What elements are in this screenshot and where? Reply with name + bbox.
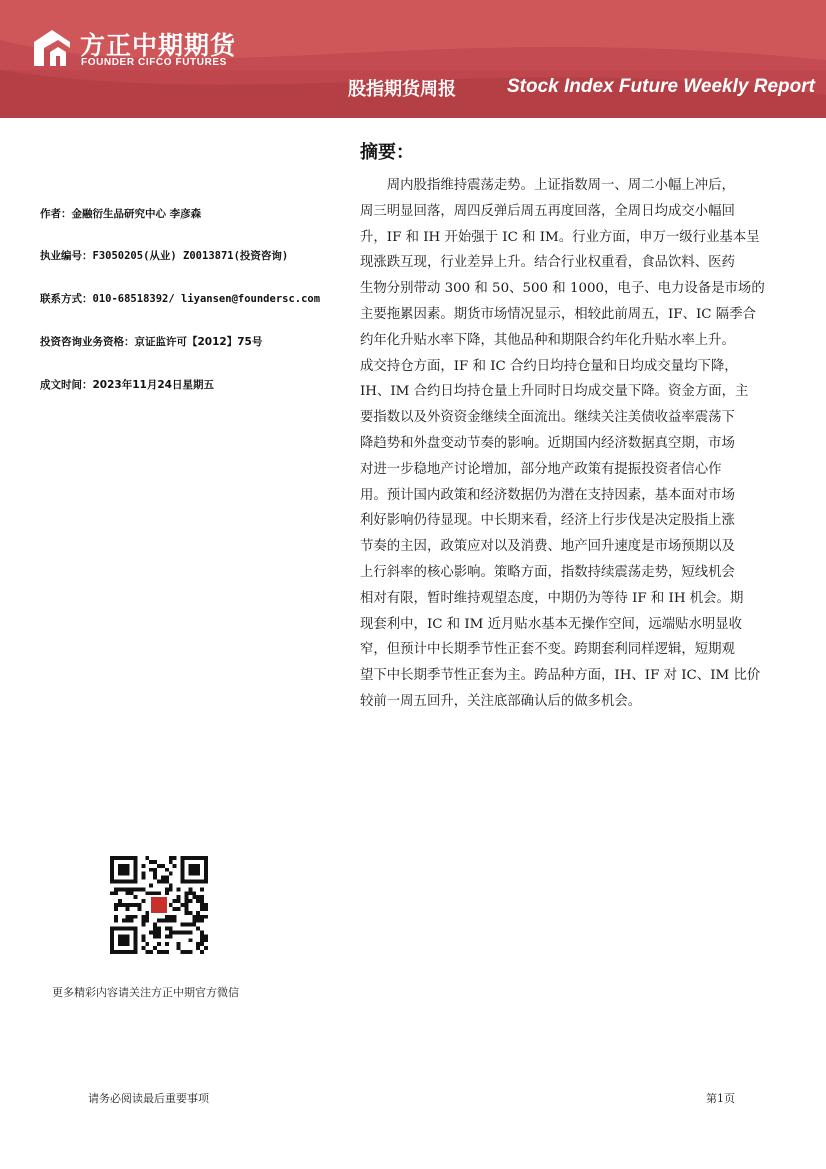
license-value: F3050205(从业) Z0013871(投资咨询) <box>92 250 289 262</box>
summary-line: 升，IF 和 IH 开始强于 IC 和 IM。行业方面，申万一级行业基本呈 <box>360 229 760 245</box>
logo-text-en: FOUNDER CIFCO FUTURES <box>81 57 227 68</box>
author-line: 作者：金融衍生品研究中心 李彦森 <box>40 208 202 220</box>
contact-label: 联系方式： <box>40 293 93 305</box>
report-title-en: Stock Index Future Weekly Report <box>507 76 815 97</box>
report-title-cn: 股指期货周报 <box>348 79 456 100</box>
date-line: 成文时间：2023年11月24日星期五 <box>40 379 214 391</box>
summary-line: 较前一周五回升，关注底部确认后的做多机会。 <box>360 693 642 709</box>
qr-code-icon <box>110 856 208 954</box>
qualification-line: 投资咨询业务资格：京证监许可【2012】75号 <box>40 336 263 348</box>
summary-line: 成交持仓方面，IF 和 IC 合约日均持仓量和日均成交量均下降， <box>360 358 738 374</box>
summary-line: 用。预计国内政策和经济数据仍为潜在支持因素，基本面对市场 <box>360 487 735 503</box>
footer-notice: 请务必阅读最后重要事项 <box>88 1092 209 1105</box>
contact-line <box>40 291 320 306</box>
summary-line: 主要拖累因素。期货市场情况显示，相较此前周五，IF、IC 隔季合 <box>360 306 756 322</box>
qr-caption: 更多精彩内容请关注方正中期官方微信 <box>52 986 239 999</box>
summary-line: 周三明显回落，周四反弹后周五再度回落，全周日均成交小幅回 <box>360 203 735 219</box>
contact-value: 010-68518392/ liyansen@foundersc.com <box>92 293 321 305</box>
summary-line: 望下中长期季节性正套为主。跨品种方面，IH、IF 对 IC、IM 比价 <box>360 668 761 684</box>
summary-title: 摘要： <box>360 142 414 163</box>
summary-line: 利好影响仍待显现。中长期来看，经济上行步伐是决定股指上涨 <box>360 513 735 529</box>
page-number: 第1页 <box>706 1092 735 1105</box>
summary-body <box>360 173 802 715</box>
summary-line: 周内股指维持震荡走势。上证指数周一、周二小幅上冲后， <box>360 178 735 193</box>
summary-line: 窄，但预计中长期季节性正套不变。跨期套利同样逻辑，短期观 <box>360 642 735 658</box>
summary-line: 现套利中，IC 和 IM 近月贴水基本无操作空间，远端贴水明显收 <box>360 616 743 632</box>
summary-line: 要指数以及外资资金继续全面流出。继续关注美债收益率震荡下 <box>360 410 735 426</box>
report-header <box>0 0 826 118</box>
summary-line: 降趋势和外盘变动节奏的影响。近期国内经济数据真空期，市场 <box>360 435 735 451</box>
summary-line: 节奏的主因，政策应对以及消费、地产回升速度是市场预期以及 <box>360 539 735 555</box>
summary-line: 约年化升贴水率下降，其他品种和期限合约年化升贴水率上升。 <box>360 332 735 348</box>
license-label: 执业编号： <box>40 250 93 262</box>
summary-line: 相对有限，暂时维持观望态度，中期仍为等待 IF 和 IH 机会。期 <box>360 590 744 606</box>
summary-line: 对进一步稳地产讨论增加，部分地产政策有提振投资者信心作 <box>360 461 722 477</box>
logo-text-cn: 方正中期期货 <box>80 31 237 60</box>
license-line <box>40 248 288 263</box>
summary-line: 现涨跌互现，行业差异上升。结合行业权重看，食品饮料、医药 <box>360 255 735 271</box>
summary-line: 生物分别带动 300 和 50、500 和 1000，电子、电力设备是市场的 <box>360 281 765 297</box>
summary-line: 上行斜率的核心影响。策略方面，指数持续震荡走势，短线机会 <box>360 564 735 580</box>
summary-line: IH、IM 合约日均持仓量上升同时日均成交量下降。资金方面，主 <box>360 384 749 400</box>
founder-logo-icon <box>30 28 74 68</box>
